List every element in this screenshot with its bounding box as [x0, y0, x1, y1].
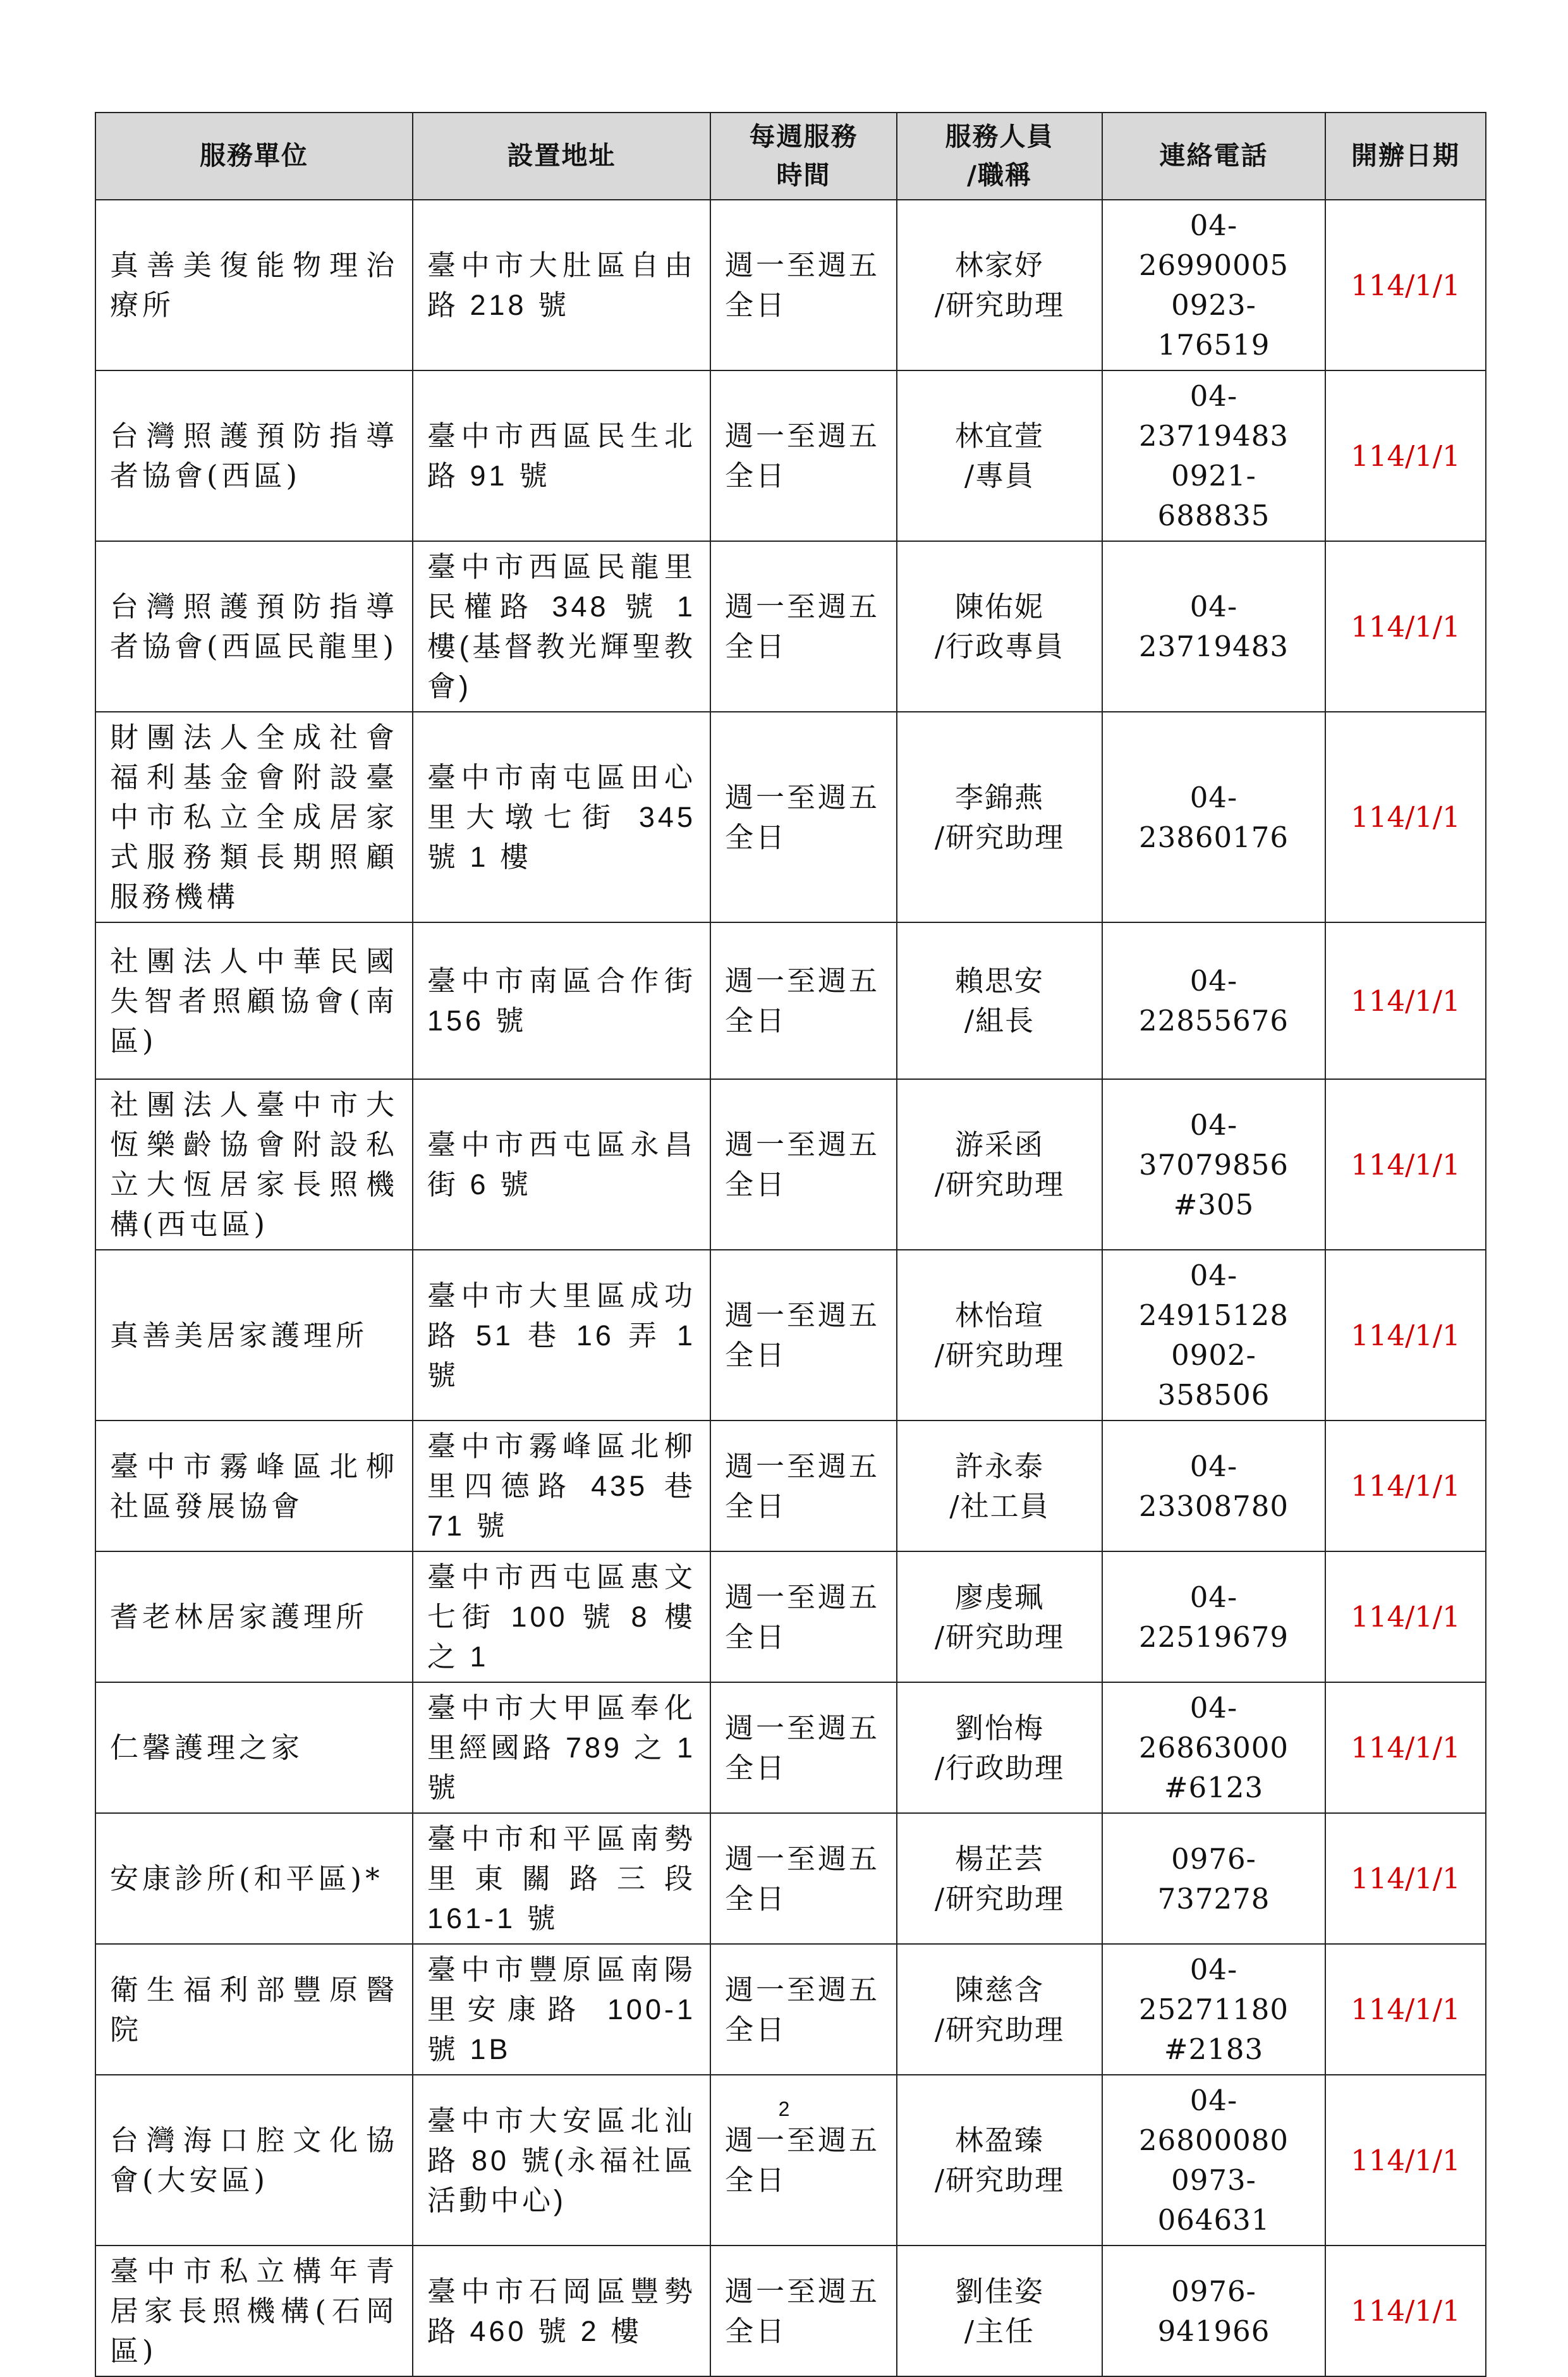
address-cell: 臺中市和平區南勢里東關路三段 161-1 號	[413, 1813, 710, 1944]
date-cell: 114/1/1	[1325, 2075, 1486, 2246]
table-row	[95, 922, 1486, 1079]
time-cell: 週一至週五 全日	[710, 1813, 897, 1944]
date-cell: 114/1/1	[1325, 200, 1486, 370]
staff-cell: 賴思安 /組長	[897, 922, 1102, 1079]
page-number: 2	[778, 2098, 790, 2120]
time-cell: 週一至週五 全日	[710, 200, 897, 370]
unit-cell: 台灣海口腔文化協會(大安區)	[95, 2075, 413, 2246]
header-unit: 服務單位	[95, 113, 413, 200]
address-cell: 臺中市大甲區奉化里經國路 789 之 1 號	[413, 1682, 710, 1813]
staff-cell: 林家妤 /研究助理	[897, 200, 1102, 370]
table-row	[95, 712, 1486, 922]
unit-cell: 衛生福利部豐原醫院	[95, 1944, 413, 2075]
date-cell: 114/1/1	[1325, 1250, 1486, 1421]
staff-cell: 游采函 /研究助理	[897, 1079, 1102, 1250]
time-cell: 週一至週五 全日	[710, 1421, 897, 1551]
date-cell: 114/1/1	[1325, 1079, 1486, 1250]
table-row	[95, 1079, 1486, 1250]
time-cell: 週一至週五 全日	[710, 370, 897, 541]
header-date: 開辦日期	[1325, 113, 1486, 200]
phone-cell: 04-24915128 0902-358506	[1102, 1250, 1325, 1421]
unit-cell: 臺中市霧峰區北柳社區發展協會	[95, 1421, 413, 1551]
date-cell: 114/1/1	[1325, 1421, 1486, 1551]
address-cell: 臺中市大安區北汕路 80 號(永福社區活動中心)	[413, 2075, 710, 2246]
address-cell: 臺中市南屯區田心里大墩七街 345 號 1 樓	[413, 712, 710, 922]
unit-cell: 安康診所(和平區)*	[95, 1813, 413, 1944]
date-cell: 114/1/1	[1325, 1813, 1486, 1944]
service-unit-table	[95, 112, 1486, 2377]
address-cell: 臺中市西屯區永昌街 6 號	[413, 1079, 710, 1250]
phone-cell: 04-23860176	[1102, 712, 1325, 922]
date-cell: 114/1/1	[1325, 2246, 1486, 2376]
phone-cell: 04-23719483	[1102, 541, 1325, 712]
table-row	[95, 1421, 1486, 1551]
table-row	[95, 1944, 1486, 2075]
table-row	[95, 370, 1486, 541]
address-cell: 臺中市西屯區惠文七街 100 號 8 樓之 1	[413, 1551, 710, 1682]
address-cell: 臺中市西區民生北路 91 號	[413, 370, 710, 541]
staff-cell: 楊芷芸 /研究助理	[897, 1813, 1102, 1944]
phone-cell: 04-26990005 0923-176519	[1102, 200, 1325, 370]
date-cell: 114/1/1	[1325, 1551, 1486, 1682]
address-cell: 臺中市南區合作街 156 號	[413, 922, 710, 1079]
staff-cell: 林宜萱 /專員	[897, 370, 1102, 541]
address-cell: 臺中市豐原區南陽里安康路 100-1 號 1B	[413, 1944, 710, 2075]
unit-cell: 真善美居家護理所	[95, 1250, 413, 1421]
table-row	[95, 1551, 1486, 1682]
table-row	[95, 1682, 1486, 1813]
table-header-row	[95, 113, 1486, 200]
phone-cell: 04-26863000 #6123	[1102, 1682, 1325, 1813]
phone-cell: 04-25271180 #2183	[1102, 1944, 1325, 2075]
header-staff: 服務人員 /職稱	[897, 113, 1102, 200]
header-phone: 連絡電話	[1102, 113, 1325, 200]
time-cell: 週一至週五 全日	[710, 922, 897, 1079]
header-time: 每週服務 時間	[710, 113, 897, 200]
table-row	[95, 2246, 1486, 2376]
table-row	[95, 1813, 1486, 1944]
table-row	[95, 1250, 1486, 1421]
time-cell: 週一至週五 全日	[710, 1682, 897, 1813]
unit-cell: 社團法人中華民國失智者照顧協會(南區)	[95, 922, 413, 1079]
unit-cell: 臺中市私立構年青居家長照機構(石岡區)	[95, 2246, 413, 2376]
staff-cell: 李錦燕 /研究助理	[897, 712, 1102, 922]
unit-cell: 耆老林居家護理所	[95, 1551, 413, 1682]
address-cell: 臺中市大里區成功路 51 巷 16 弄 1 號	[413, 1250, 710, 1421]
phone-cell: 04-26800080 0973-064631	[1102, 2075, 1325, 2246]
phone-cell: 04-22519679	[1102, 1551, 1325, 1682]
address-cell: 臺中市石岡區豐勢路 460 號 2 樓	[413, 2246, 710, 2376]
unit-cell: 台灣照護預防指導者協會(西區民龍里)	[95, 541, 413, 712]
date-cell: 114/1/1	[1325, 1944, 1486, 2075]
staff-cell: 林怡瑄 /研究助理	[897, 1250, 1102, 1421]
staff-cell: 陳慈含 /研究助理	[897, 1944, 1102, 2075]
date-cell: 114/1/1	[1325, 922, 1486, 1079]
unit-cell: 社團法人臺中市大恆樂齡協會附設私立大恆居家長照機構(西屯區)	[95, 1079, 413, 1250]
phone-cell: 04-23308780	[1102, 1421, 1325, 1551]
time-cell: 週一至週五 全日	[710, 1944, 897, 2075]
time-cell: 週一至週五 全日	[710, 2246, 897, 2376]
date-cell: 114/1/1	[1325, 541, 1486, 712]
time-cell: 週一至週五 全日	[710, 541, 897, 712]
time-cell: 週一至週五 全日	[710, 1551, 897, 1682]
phone-cell: 04-23719483 0921-688835	[1102, 370, 1325, 541]
time-cell: 週一至週五 全日	[710, 1079, 897, 1250]
header-address: 設置地址	[413, 113, 710, 200]
table-row	[95, 541, 1486, 712]
phone-cell: 0976-941966	[1102, 2246, 1325, 2376]
unit-cell: 仁馨護理之家	[95, 1682, 413, 1813]
date-cell: 114/1/1	[1325, 370, 1486, 541]
time-cell: 週一至週五 全日	[710, 712, 897, 922]
unit-cell: 台灣照護預防指導者協會(西區)	[95, 370, 413, 541]
address-cell: 臺中市西區民龍里民權路 348 號 1 樓(基督教光輝聖教會)	[413, 541, 710, 712]
staff-cell: 陳佑妮 /行政專員	[897, 541, 1102, 712]
phone-cell: 04-37079856 #305	[1102, 1079, 1325, 1250]
date-cell: 114/1/1	[1325, 712, 1486, 922]
staff-cell: 許永泰 /社工員	[897, 1421, 1102, 1551]
phone-cell: 0976-737278	[1102, 1813, 1325, 1944]
unit-cell: 財團法人全成社會福利基金會附設臺中市私立全成居家式服務類長期照顧服務機構	[95, 712, 413, 922]
staff-cell: 劉佳姿 /主任	[897, 2246, 1102, 2376]
staff-cell: 劉怡梅 /行政助理	[897, 1682, 1102, 1813]
address-cell: 臺中市霧峰區北柳里四德路 435 巷 71 號	[413, 1421, 710, 1551]
address-cell: 臺中市大肚區自由路 218 號	[413, 200, 710, 370]
staff-cell: 廖虔珮 /研究助理	[897, 1551, 1102, 1682]
staff-cell: 林盈臻 /研究助理	[897, 2075, 1102, 2246]
date-cell: 114/1/1	[1325, 1682, 1486, 1813]
table-row	[95, 200, 1486, 370]
time-cell: 週一至週五 全日	[710, 2075, 897, 2246]
unit-cell: 真善美復能物理治療所	[95, 200, 413, 370]
time-cell: 週一至週五 全日	[710, 1250, 897, 1421]
phone-cell: 04-22855676	[1102, 922, 1325, 1079]
